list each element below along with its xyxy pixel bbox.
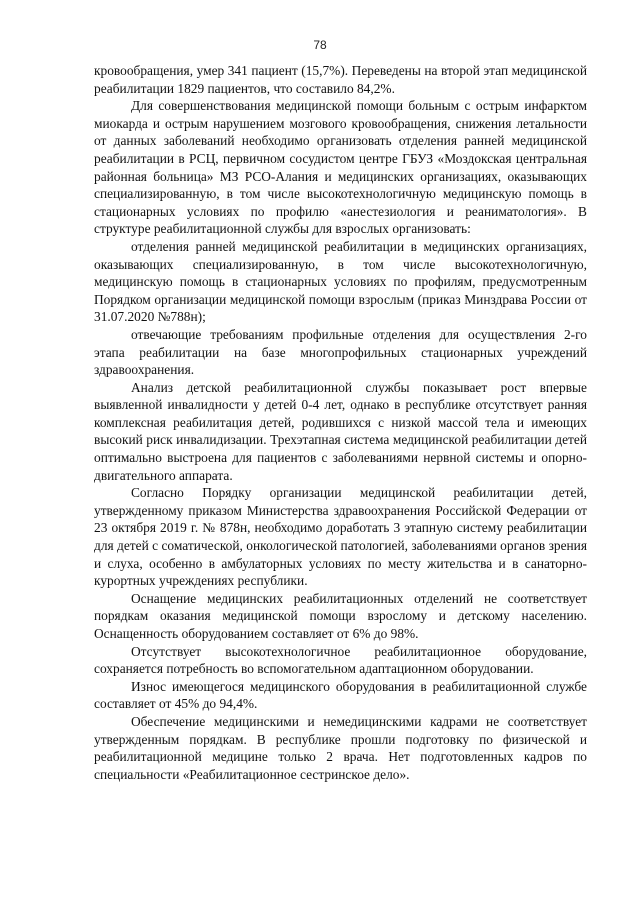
paragraph-2: Для совершенствования медицинской помощи больным с острым инфарктом миокарда и острым нарушением мозгового кровообращения, снижения летальности от данных заболеваний необходимо организовать отделения ранней медицинской реабилитации в РСЦ, первичном сосудистом центре ГБУЗ «Моздокская центральная районная больница» МЗ РСО-Алания и медицинских организациях, оказывающих специализированную, в том числе высокотехнологичную медицинскую помощь в стационарных условиях по профилю «анестезиология и реаниматология». В структуре реабилитационной службы для взрослых организовать: xyxy=(94,98,587,237)
page-number: 78 xyxy=(313,38,327,52)
paragraph-10: Обеспечение медицинскими и немедицинскими кадрами не соответствует утвержденным порядкам. В республике прошли подготовку по физической и реабилитационной медицине только 2 врача. Нет подготовленных кадров по специальности «Реабилитационное сестринское дело». xyxy=(94,713,587,782)
paragraph-8: Отсутствует высокотехнологичное реабилитационное оборудование, сохраняется потребность во вспомогательном адаптационном оборудовании. xyxy=(94,643,587,677)
paragraph-9: Износ имеющегося медицинского оборудования в реабилитационной службе составляет от 45% до 94,4%. xyxy=(94,678,587,712)
paragraph-7: Оснащение медицинских реабилитационных отделений не соответствует порядкам оказания медицинской помощи взрослому и детскому населению. Оснащенность оборудованием составляет от 6% до 98%. xyxy=(94,590,587,641)
document-body xyxy=(94,62,587,783)
paragraph-5: Анализ детской реабилитационной службы показывает рост впервые выявленной инвалидности у детей 0-4 лет, однако в республике отсутствует ранняя комплексная реабилитация детей, родившихся с низкой массой тела и имеющих высокий риск инвалидизации. Трехэтапная система медицинской реабилитации детей оптимально выстроена для пациентов с заболеваниями нервной системы и опорно-двигательного аппарата. xyxy=(94,379,587,483)
paragraph-6: Согласно Порядку организации медицинской реабилитации детей, утвержденному приказом Министерства здравоохранения Российской Федерации от 23 октября 2019 г. № 878н, необходимо доработать 3 этапную систему реабилитации для детей с соматической, онкологической патологией, заболеваниями органов зрения и слуха, особенно в амбулаторных условиях по месту жительства и в санаторно-курортных учреждениях республики. xyxy=(94,485,587,589)
paragraph-3: отделения ранней медицинской реабилитации в медицинских организациях, оказывающих специализированную, в том числе высокотехнологичную, медицинскую помощь в стационарных условиях по профилям, предусмотренным Порядком организации медицинской помощи взрослым (приказ Минздрава России от 31.07.2020 №788н); xyxy=(94,238,587,325)
paragraph-1: кровообращения, умер 341 пациент (15,7%). Переведены на второй этап медицинской реабилитации 1829 пациентов, что составило 84,2%. xyxy=(94,63,587,96)
paragraph-4: отвечающие требованиям профильные отделения для осуществления 2-го этапа реабилитации на базе многопрофильных стационарных учреждений здравоохранения. xyxy=(94,326,587,378)
